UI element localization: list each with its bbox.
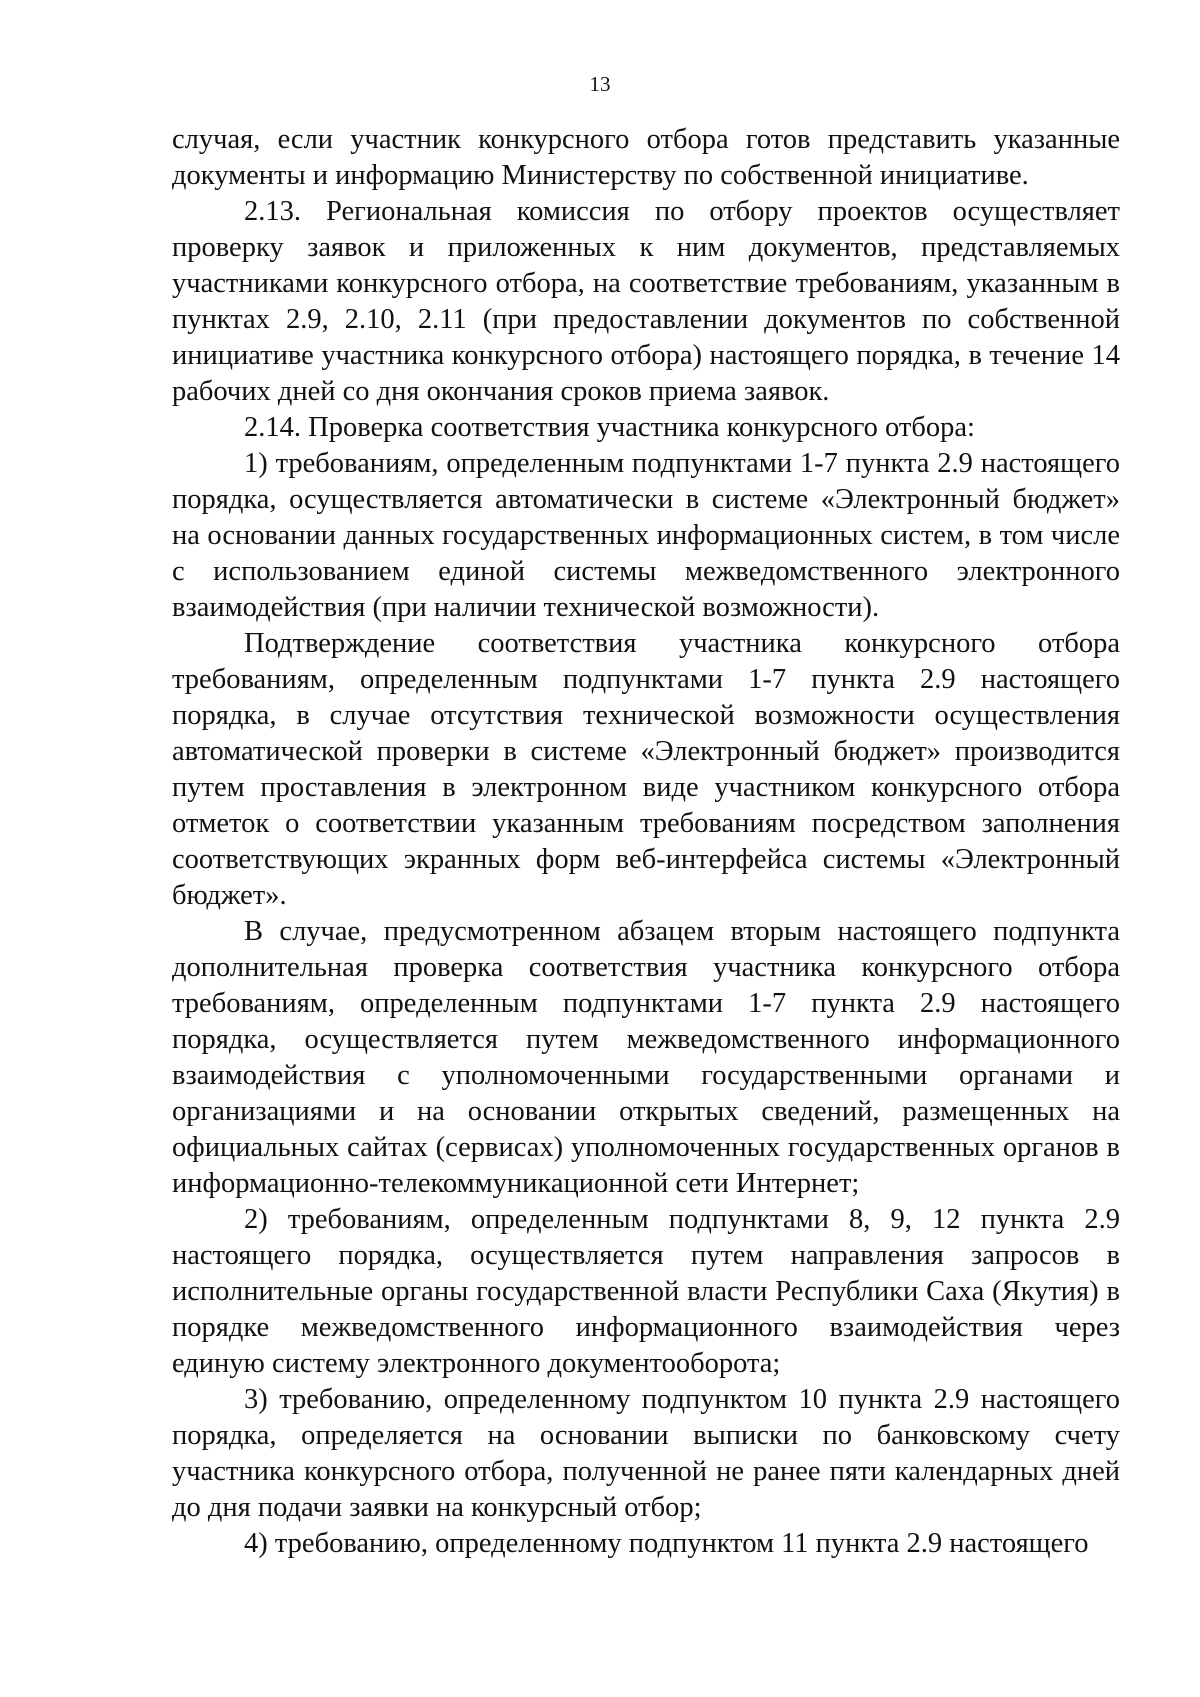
paragraph-item-3: 3) требованию, определенному подпунктом 10 пункта 2.9 настоящего порядка, определяется на основании выписки по банковскому счету участника конкурсного отбора, полученной не ранее пяти календарных дней до дня подачи заявки на конкурсный отбор; bbox=[172, 1384, 1120, 1523]
paragraph-item-4: 4) требованию, определенному подпунктом 11 пункта 2.9 настоящего bbox=[244, 1528, 1089, 1559]
page-number: 13 bbox=[589, 72, 611, 96]
paragraph-item-2: 2) требованиям, определенным подпунктами 8, 9, 12 пункта 2.9 настоящего порядка, осуществляется путем направления запросов в исполнительные органы государственной власти Республики Саха (Якутия) в порядке межведомственного информационного взаимодействия через единую систему электронного документооборота; bbox=[172, 1204, 1120, 1379]
paragraph-2-14-heading: 2.14. Проверка соответствия участника конкурсного отбора: bbox=[244, 412, 975, 443]
paragraph-2-13: 2.13. Региональная комиссия по отбору проектов осуществляет проверку заявок и приложенных к ним документов, представляемых участниками конкурсного отбора, на соответствие требованиям, указанным в пунктах 2.9, 2.10, 2.11 (при предоставлении документов по собственной инициативе участника конкурсного отбора) настоящего порядка, в течение 14 рабочих дней со дня окончания сроков приема заявок. bbox=[172, 196, 1120, 407]
paragraph-confirmation: Подтверждение соответствия участника конкурсного отбора требованиям, определенным подпунктами 1-7 пункта 2.9 настоящего порядка, в случае отсутствия технической возможности осуществления автоматической проверки в системе «Электронный бюджет» производится путем проставления в электронном виде участником конкурсного отбора отметок о соответствии указанным требованиям посредством заполнения соответствующих экранных форм веб-интерфейса системы «Электронный бюджет». bbox=[172, 628, 1120, 911]
paragraph-additional-check: В случае, предусмотренном абзацем вторым настоящего подпункта дополнительная проверка соответствия участника конкурсного отбора требованиям, определенным подпунктами 1-7 пункта 2.9 настоящего порядка, осуществляется путем межведомственного информационного взаимодействия с уполномоченными государственными органами и организациями и на основании открытых сведений, размещенных на официальных сайтах (сервисах) уполномоченных государственных органов в информационно-телекоммуникационной сети Интернет; bbox=[172, 916, 1120, 1199]
paragraph-item-1: 1) требованиям, определенным подпунктами 1-7 пункта 2.9 настоящего порядка, осуществляется автоматически в системе «Электронный бюджет» на основании данных государственных информационных систем, в том числе с использованием единой системы межведомственного электронного взаимодействия (при наличии технической возможности). bbox=[172, 448, 1120, 623]
document-body bbox=[172, 122, 1120, 1562]
paragraph-continuation: случая, если участник конкурсного отбора готов представить указанные документы и информацию Министерству по собственной инициативе. bbox=[172, 124, 1120, 191]
